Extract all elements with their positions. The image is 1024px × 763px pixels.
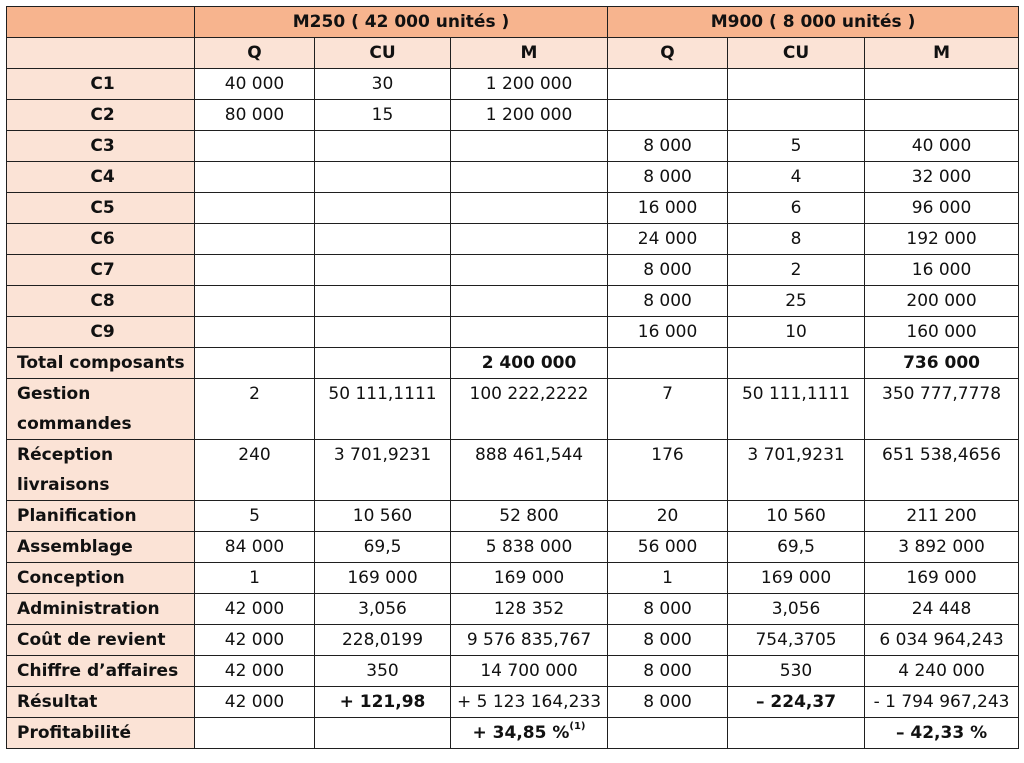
m250-cu-cell: 228,0199 — [315, 625, 451, 656]
header-row-columns — [7, 38, 1019, 69]
m900-cu-cell: 4 — [728, 162, 865, 193]
m900-m-cell: 40 000 — [865, 131, 1019, 162]
table-row — [7, 131, 1019, 162]
m250-m-cell: 5 838 000 — [451, 532, 608, 563]
m250-cu-cell: 3 701,9231 — [315, 440, 451, 501]
m900-cu-cell: – 224,37 — [728, 687, 865, 718]
m250-q-cell — [195, 131, 315, 162]
m250-q-cell: 2 — [195, 379, 315, 440]
m900-m-cell: 736 000 — [865, 348, 1019, 379]
m900-cu-cell: 5 — [728, 131, 865, 162]
m250-m-cell — [451, 718, 608, 749]
m900-q-cell — [608, 100, 728, 131]
row-label: Planification — [7, 501, 195, 532]
m900-m-cell — [865, 69, 1019, 100]
col-header-m: M — [451, 38, 608, 69]
m250-q-cell — [195, 317, 315, 348]
m250-q-cell: 40 000 — [195, 69, 315, 100]
m250-m-cell: 2 400 000 — [451, 348, 608, 379]
m250-q-cell — [195, 718, 315, 749]
m250-cu-cell — [315, 718, 451, 749]
m250-cu-cell — [315, 286, 451, 317]
m900-q-cell — [608, 718, 728, 749]
m250-cu-cell — [315, 348, 451, 379]
table-row — [7, 563, 1019, 594]
m900-cu-cell: 530 — [728, 656, 865, 687]
row-label: C5 — [7, 193, 195, 224]
m250-cu-cell — [315, 317, 451, 348]
m900-q-cell: 7 — [608, 379, 728, 440]
m250-cu-cell — [315, 255, 451, 286]
m250-m-cell — [451, 193, 608, 224]
m900-cu-cell — [728, 69, 865, 100]
header-m250: M250 ( 42 000 unités ) — [195, 7, 608, 38]
row-label: Réception livraisons — [7, 440, 195, 501]
m900-cu-cell: 8 — [728, 224, 865, 255]
m900-cu-cell: 25 — [728, 286, 865, 317]
m250-m-cell — [451, 286, 608, 317]
m900-q-cell: 8 000 — [608, 594, 728, 625]
m250-q-cell — [195, 286, 315, 317]
header-m900: M900 ( 8 000 unités ) — [608, 7, 1019, 38]
m250-q-cell: 5 — [195, 501, 315, 532]
table-row — [7, 69, 1019, 100]
col-header-q: Q — [608, 38, 728, 69]
m250-q-cell: 240 — [195, 440, 315, 501]
m900-m-cell: 160 000 — [865, 317, 1019, 348]
m250-m-cell — [451, 224, 608, 255]
m250-m-cell: 1 200 000 — [451, 69, 608, 100]
m900-q-cell: 8 000 — [608, 687, 728, 718]
m900-q-cell: 8 000 — [608, 286, 728, 317]
m250-m-cell: 888 461,544 — [451, 440, 608, 501]
m900-cu-cell: 10 — [728, 317, 865, 348]
m900-m-cell: 651 538,4656 — [865, 440, 1019, 501]
m250-q-cell — [195, 348, 315, 379]
footnote-marker: (1) — [569, 721, 586, 732]
table-row — [7, 100, 1019, 131]
table-row — [7, 379, 1019, 440]
row-label: C9 — [7, 317, 195, 348]
row-label: C2 — [7, 100, 195, 131]
m900-q-cell: 8 000 — [608, 131, 728, 162]
table-row — [7, 625, 1019, 656]
m900-q-cell: 24 000 — [608, 224, 728, 255]
row-label: Résultat — [7, 687, 195, 718]
row-label: Coût de revient — [7, 625, 195, 656]
m250-q-cell: 42 000 — [195, 625, 315, 656]
m250-q-cell: 84 000 — [195, 532, 315, 563]
m900-q-cell: 8 000 — [608, 255, 728, 286]
profitability-value: + 34,85 % — [472, 723, 570, 743]
row-label: Total composants — [7, 348, 195, 379]
row-label: C3 — [7, 131, 195, 162]
total-row — [7, 348, 1019, 379]
m900-cu-cell: 50 111,1111 — [728, 379, 865, 440]
m900-q-cell: 8 000 — [608, 656, 728, 687]
m900-cu-cell: 3,056 — [728, 594, 865, 625]
m900-cu-cell: 2 — [728, 255, 865, 286]
m250-cu-cell: 50 111,1111 — [315, 379, 451, 440]
col-header-m: M — [865, 38, 1019, 69]
m250-cu-cell — [315, 162, 451, 193]
cost-table-wrapper — [6, 6, 1019, 749]
table-row — [7, 440, 1019, 501]
m900-cu-cell: 69,5 — [728, 532, 865, 563]
m250-q-cell — [195, 255, 315, 286]
table-row — [7, 501, 1019, 532]
table-row — [7, 594, 1019, 625]
m250-q-cell — [195, 162, 315, 193]
m250-m-cell: 14 700 000 — [451, 656, 608, 687]
m250-cu-cell: 350 — [315, 656, 451, 687]
m900-q-cell: 1 — [608, 563, 728, 594]
m250-cu-cell — [315, 131, 451, 162]
m900-q-cell: 176 — [608, 440, 728, 501]
m900-cu-cell: 10 560 — [728, 501, 865, 532]
m900-m-cell: 350 777,7778 — [865, 379, 1019, 440]
table-row — [7, 224, 1019, 255]
col-header-cu: CU — [315, 38, 451, 69]
m900-m-cell: 16 000 — [865, 255, 1019, 286]
m250-cu-cell: 10 560 — [315, 501, 451, 532]
m900-m-cell: 211 200 — [865, 501, 1019, 532]
m900-cu-cell: 754,3705 — [728, 625, 865, 656]
m250-q-cell — [195, 224, 315, 255]
m900-m-cell: – 42,33 % — [865, 718, 1019, 749]
m250-m-cell — [451, 317, 608, 348]
table-row — [7, 162, 1019, 193]
m900-cu-cell — [728, 718, 865, 749]
table-row — [7, 286, 1019, 317]
m900-m-cell: 96 000 — [865, 193, 1019, 224]
m250-cu-cell: 30 — [315, 69, 451, 100]
m900-q-cell — [608, 348, 728, 379]
m250-q-cell: 42 000 — [195, 687, 315, 718]
m900-q-cell: 16 000 — [608, 317, 728, 348]
header-corner-2 — [7, 38, 195, 69]
m900-m-cell — [865, 100, 1019, 131]
row-label: C4 — [7, 162, 195, 193]
col-header-q: Q — [195, 38, 315, 69]
m250-m-cell: 128 352 — [451, 594, 608, 625]
row-label: C6 — [7, 224, 195, 255]
m250-q-cell: 80 000 — [195, 100, 315, 131]
m900-m-cell: - 1 794 967,243 — [865, 687, 1019, 718]
m250-cu-cell: 3,056 — [315, 594, 451, 625]
m250-cu-cell — [315, 193, 451, 224]
m250-q-cell: 42 000 — [195, 656, 315, 687]
m250-m-cell: 9 576 835,767 — [451, 625, 608, 656]
m900-cu-cell: 6 — [728, 193, 865, 224]
m900-q-cell: 56 000 — [608, 532, 728, 563]
m250-cu-cell: 169 000 — [315, 563, 451, 594]
m900-cu-cell — [728, 100, 865, 131]
row-label: C8 — [7, 286, 195, 317]
row-label: Assemblage — [7, 532, 195, 563]
m900-cu-cell — [728, 348, 865, 379]
m900-m-cell: 32 000 — [865, 162, 1019, 193]
m900-q-cell: 8 000 — [608, 625, 728, 656]
cost-table — [6, 6, 1019, 749]
header-corner — [7, 7, 195, 38]
m250-m-cell: 1 200 000 — [451, 100, 608, 131]
m250-m-cell: 100 222,2222 — [451, 379, 608, 440]
m250-m-cell — [451, 131, 608, 162]
m250-m-cell: 169 000 — [451, 563, 608, 594]
row-label: Profitabilité — [7, 718, 195, 749]
table-row — [7, 317, 1019, 348]
row-label: Conception — [7, 563, 195, 594]
row-label: Gestion commandes — [7, 379, 195, 440]
m900-m-cell: 3 892 000 — [865, 532, 1019, 563]
m250-m-cell — [451, 255, 608, 286]
table-row — [7, 255, 1019, 286]
m250-m-cell: 52 800 — [451, 501, 608, 532]
m900-q-cell: 20 — [608, 501, 728, 532]
table-row — [7, 193, 1019, 224]
m900-m-cell: 4 240 000 — [865, 656, 1019, 687]
m900-cu-cell: 3 701,9231 — [728, 440, 865, 501]
header-row-products — [7, 7, 1019, 38]
m900-m-cell: 24 448 — [865, 594, 1019, 625]
m250-cu-cell — [315, 224, 451, 255]
profitability-row — [7, 718, 1019, 749]
table-row — [7, 656, 1019, 687]
m250-m-cell — [451, 162, 608, 193]
m900-q-cell: 16 000 — [608, 193, 728, 224]
row-label: Chiffre d’affaires — [7, 656, 195, 687]
m900-m-cell: 200 000 — [865, 286, 1019, 317]
m900-q-cell — [608, 69, 728, 100]
m250-q-cell — [195, 193, 315, 224]
table-row — [7, 532, 1019, 563]
col-header-cu: CU — [728, 38, 865, 69]
m900-q-cell: 8 000 — [608, 162, 728, 193]
m900-m-cell: 6 034 964,243 — [865, 625, 1019, 656]
m250-cu-cell: + 121,98 — [315, 687, 451, 718]
m250-q-cell: 1 — [195, 563, 315, 594]
table-row — [7, 687, 1019, 718]
m250-q-cell: 42 000 — [195, 594, 315, 625]
m900-m-cell: 169 000 — [865, 563, 1019, 594]
m900-m-cell: 192 000 — [865, 224, 1019, 255]
m900-cu-cell: 169 000 — [728, 563, 865, 594]
row-label: C7 — [7, 255, 195, 286]
m250-cu-cell: 69,5 — [315, 532, 451, 563]
m250-m-cell: + 5 123 164,233 — [451, 687, 608, 718]
row-label: C1 — [7, 69, 195, 100]
row-label: Administration — [7, 594, 195, 625]
m250-cu-cell: 15 — [315, 100, 451, 131]
